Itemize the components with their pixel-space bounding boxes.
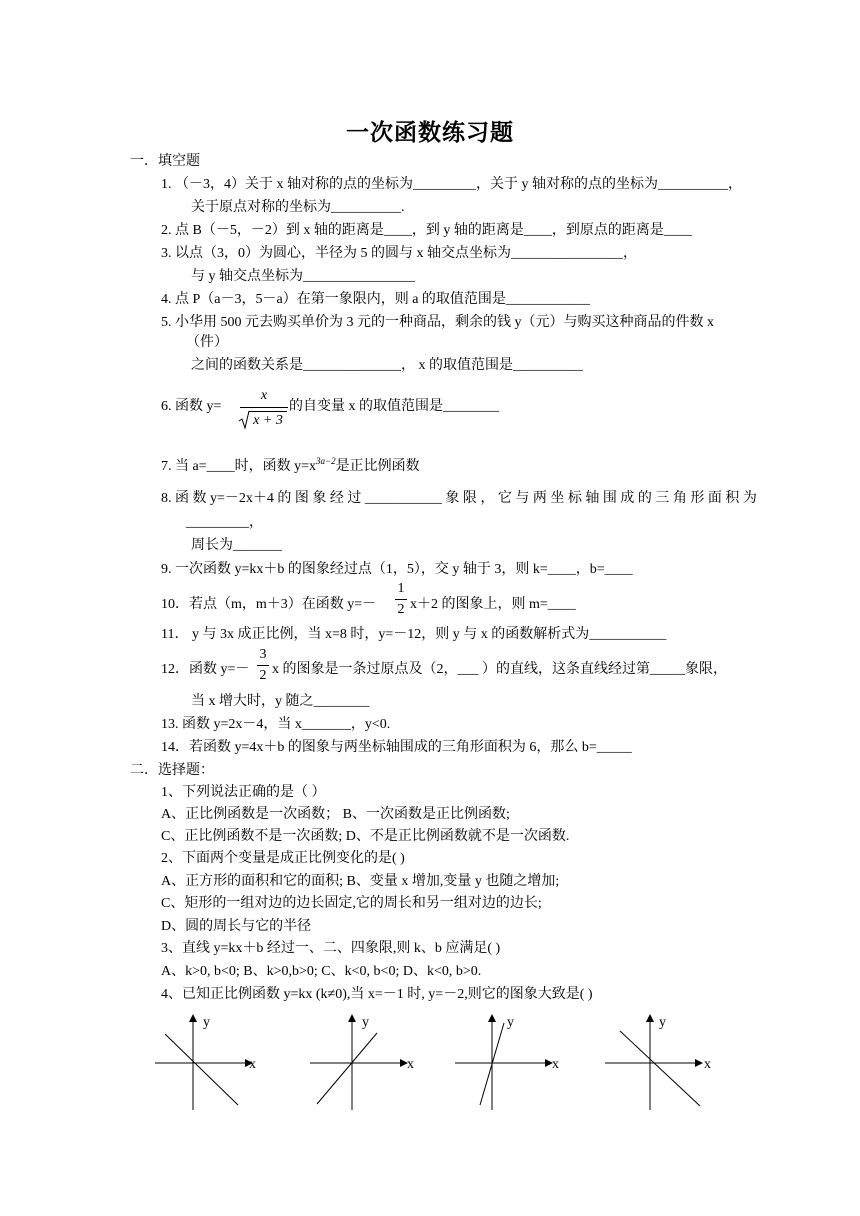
question-8-line-2: _________， bbox=[186, 515, 263, 530]
question-12-suffix: x 的图象是一条过原点及（2，___ ）的直线，这条直线经过第_____象限， bbox=[272, 662, 727, 677]
square-root-bar bbox=[249, 411, 287, 412]
mc-question-4: 4、已知正比例函数 y=kx (k≠0),当 x=－1 时, y=－2,则它的图象大致是( ) bbox=[161, 987, 593, 1002]
question-6-prefix: 6. 函数 y= bbox=[161, 399, 222, 414]
question-12-line-2: 当 x 增大时，y 随之________ bbox=[191, 694, 370, 709]
question-10-prefix: 10．若点（m，m＋3）在函数 y=－ bbox=[161, 597, 377, 612]
mc-question-3: 3、直线 y=kx＋b 经过一、二、四象限,则 k、b 应满足( ) bbox=[161, 941, 501, 956]
question-6-suffix: 的自变量 x 的取值范围是________ bbox=[289, 399, 499, 414]
question-12-denominator: 2 bbox=[259, 668, 267, 683]
mc-question-2-options-ab: A、正方形的面积和它的面积; B、变量 x 增加,变量 y 也随之增加; bbox=[161, 874, 560, 889]
mc-question-1-options-cd: C、正比例函数不是一次函数; D、不是正比例函数就不是一次函数. bbox=[161, 829, 570, 844]
question-7-suffix: 是正比例函数 bbox=[335, 459, 420, 474]
question-10-denominator: 2 bbox=[397, 602, 405, 617]
graph-option-c bbox=[450, 1008, 565, 1112]
question-1-line-1: 1. （－3，4）关于 x 轴对称的点的坐标为_________，关于 y 轴对称的点的坐标为__________， bbox=[161, 177, 742, 192]
graph-option-d bbox=[600, 1008, 715, 1112]
x-axis-label: x bbox=[249, 1057, 256, 1072]
mc-question-2-option-c: C、矩形的一组对边的边长固定,它的周长和另一组对边的边长; bbox=[161, 896, 542, 911]
question-3-line-1: 3. 以点（3，0）为圆心，半径为 5 的圆与 x 轴交点坐标为________________， bbox=[161, 246, 637, 261]
question-6-denominator: x + 3 bbox=[253, 413, 283, 428]
question-5-line-2: （件） bbox=[186, 335, 228, 350]
question-2: 2. 点 B（－5，－2）到 x 轴的距离是____，到 y 轴的距离是____，到原点的距离是____ bbox=[161, 223, 692, 238]
question-12-fraction-bar bbox=[257, 665, 269, 666]
mc-question-3-options: A、k>0, b<0; B、k>0,b>0; C、k<0, b<0; D、k<0, b>0. bbox=[161, 964, 482, 979]
question-3-line-2: 与 y 轴交点坐标为________________ bbox=[191, 269, 415, 284]
question-10-fraction-bar bbox=[395, 599, 407, 600]
question-6-fraction-bar bbox=[240, 407, 288, 408]
question-10-suffix: x＋2 的图象上，则 m=____ bbox=[410, 597, 576, 612]
x-axis-label: x bbox=[552, 1057, 559, 1072]
mc-question-2-option-d: D、圆的周长与它的半径 bbox=[161, 919, 312, 934]
mc-question-1: 1、下列说法正确的是（ ） bbox=[161, 785, 326, 800]
question-5-line-1: 5. 小华用 500 元去购买单价为 3 元的一种商品，剩余的钱 y（元）与购买这种商品的件数 x bbox=[161, 315, 714, 330]
question-6-numerator: x bbox=[260, 388, 268, 403]
question-8-line-1: 8. 函 数 y=－2x＋4 的 图 象 经 过 ___________ 象 限 ， 它 与 两 坐 标 轴 围 成 的 三 角 形 面 积 为 bbox=[161, 491, 757, 506]
question-1-line-2: 关于原点对称的坐标为__________. bbox=[191, 200, 405, 215]
question-10-numerator: 1 bbox=[397, 581, 405, 596]
question-12-prefix: 12．函数 y=－ bbox=[161, 662, 250, 677]
question-9: 9. 一次函数 y=kx＋b 的图象经过点（1，5），交 y 轴于 3，则 k=____，b=____ bbox=[161, 562, 633, 577]
section-heading-multiple-choice: 二．选择题： bbox=[130, 763, 214, 778]
y-axis-label: y bbox=[362, 1015, 369, 1030]
question-8-line-3: 周长为_______ bbox=[191, 538, 282, 553]
y-axis-label: y bbox=[507, 1015, 514, 1030]
question-13: 13. 函数 y=2x－4，当 x_______，y<0. bbox=[161, 717, 391, 732]
question-4: 4. 点 P（a－3，5－a）在第一象限内，则 a 的取值范围是____________ bbox=[161, 292, 590, 307]
question-7-exponent: 3a−2 bbox=[316, 456, 336, 466]
question-11: 11． y 与 3x 成正比例，当 x=8 时，y=－12，则 y 与 x 的函数解析式为___________ bbox=[161, 627, 667, 642]
x-axis-label: x bbox=[704, 1057, 711, 1072]
mc-question-1-options-ab: A、正比例函数是一次函数； B、一次函数是正比例函数; bbox=[161, 807, 510, 822]
question-7-prefix: 7. 当 a=____时，函数 y=x bbox=[161, 459, 317, 474]
graph-option-b bbox=[305, 1008, 420, 1112]
x-axis-label: x bbox=[407, 1057, 414, 1072]
question-7 bbox=[161, 458, 420, 476]
y-axis-label: y bbox=[659, 1015, 666, 1030]
graph-option-a bbox=[150, 1008, 265, 1112]
section-heading-fill-blank: 一．填空题 bbox=[130, 154, 200, 169]
page-title: 一次函数练习题 bbox=[346, 119, 514, 146]
question-5-line-3: 之间的函数关系是______________， x 的取值范围是__________ bbox=[191, 358, 583, 373]
mc-question-2: 2、下面两个变量是成正比例变化的是( ) bbox=[161, 851, 405, 866]
question-12-numerator: 3 bbox=[259, 647, 267, 662]
y-axis-label: y bbox=[203, 1015, 210, 1030]
question-14: 14．若函数 y=4x＋b 的图象与两坐标轴围成的三角形面积为 6，那么 b=_____ bbox=[161, 740, 632, 755]
